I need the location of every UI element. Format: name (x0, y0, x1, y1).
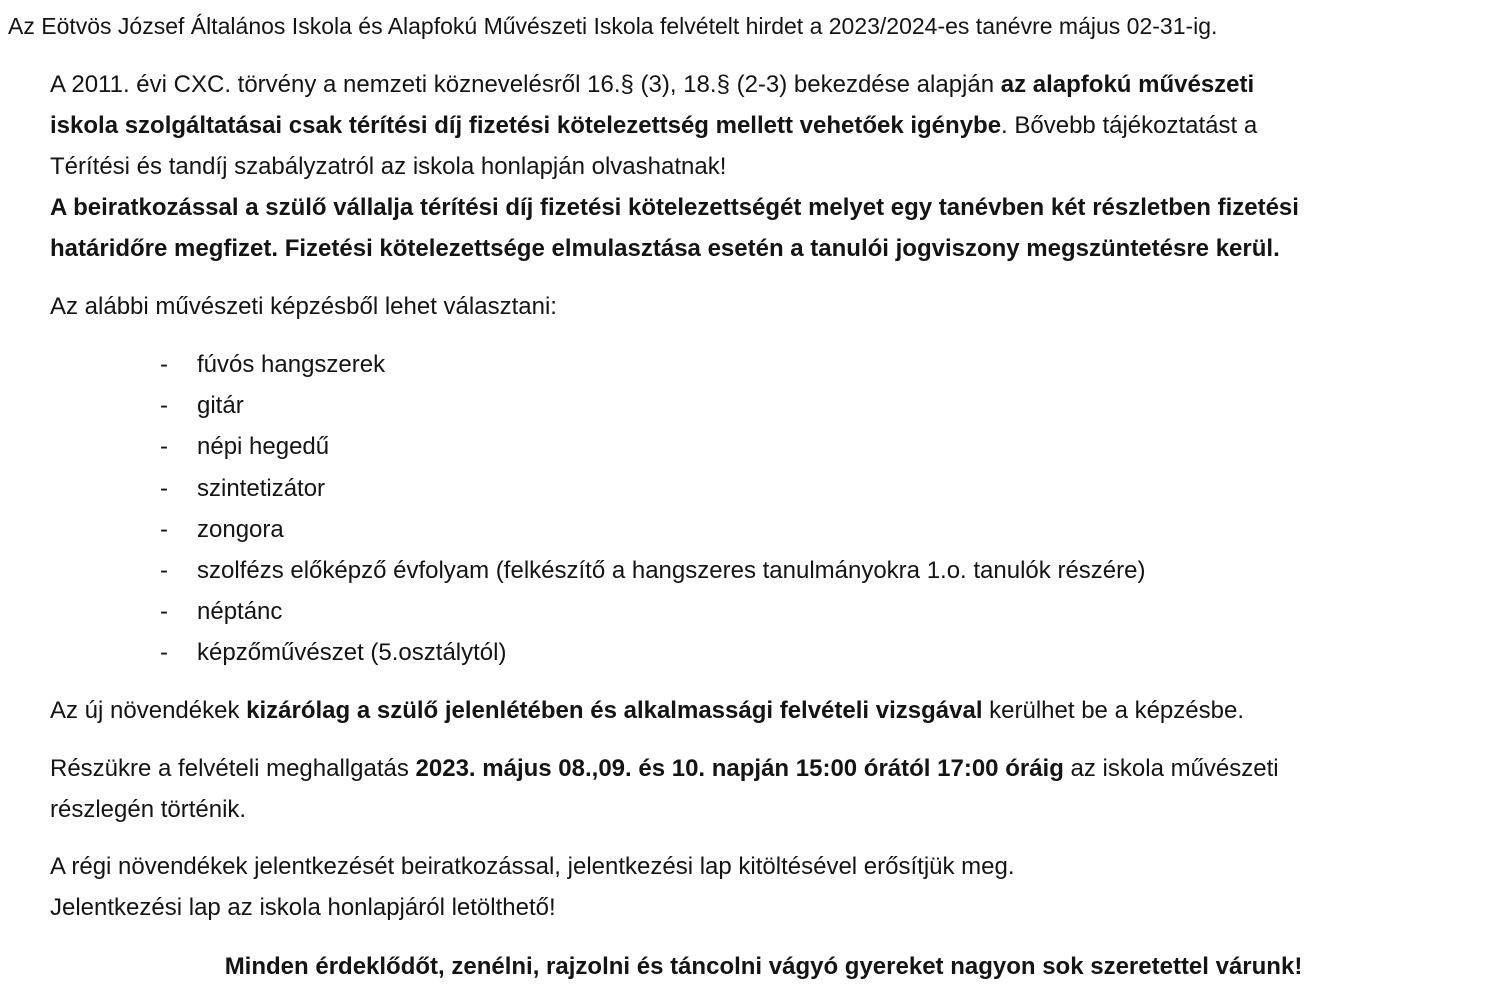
course-list (50, 344, 1350, 674)
law-text-1: A 2011. évi CXC. törvény a nemzeti köznevelésről 16.§ (3), 18.§ (2-3) bekezdése alapján (50, 71, 1001, 98)
new-students-text-1: Az új növendékek (50, 697, 247, 724)
list-bullet: - (160, 515, 168, 543)
course-name: zongora (197, 515, 284, 543)
course-name: szolfézs előképző évfolyam (felkészítő a hangszeres tanulmányokra 1.o. tanulók részére) (197, 556, 1146, 584)
exam-text-1: Részükre a felvételi meghallgatás (50, 755, 416, 782)
list-item (50, 344, 1350, 385)
law-bold-1a: az alapfokú művészeti (1000, 71, 1255, 98)
law-line-1 (50, 64, 1470, 105)
course-name: gitár (197, 392, 244, 420)
course-name: szintetizátor (197, 474, 326, 502)
law-bold-line-4: A beiratkozással a szülő vállalja térítési díj fizetési kötelezettségét melyet egy tanévben két részletben fizetési (50, 194, 1299, 221)
exam-date-bold: 2023. május 08.,09. és 10. napján 15:00 órától 17:00 óráig (415, 755, 1064, 782)
exam-text-2: az iskola művészeti (1063, 755, 1279, 782)
courses-intro: Az alábbi művészeti képzésből lehet választani: (50, 293, 557, 320)
closing-message: Minden érdeklődőt, zenélni, rajzolni és táncolni vágyó gyereket nagyon sok szeretettel várunk! (224, 953, 1303, 980)
page-title: Az Eötvös József Általános Iskola és Alapfokú Művészeti Iskola felvételt hirdet a 2023/2024-es tanévre május 02-31-ig. (8, 13, 1218, 39)
new-students-line (50, 690, 1470, 731)
list-bullet: - (160, 598, 168, 626)
exam-line-1 (50, 748, 1470, 789)
list-bullet: - (160, 392, 168, 420)
list-bullet: - (160, 639, 168, 667)
list-bullet: - (160, 433, 168, 461)
list-bullet: - (160, 351, 168, 378)
course-name: népi hegedű (197, 433, 330, 461)
law-bold-line-5: határidőre megfizet. Fizetési kötelezettsége elmulasztása esetén a tanulói jogviszony megszüntetésre kerül. (50, 235, 1280, 262)
course-name: fúvós hangszerek (197, 351, 386, 378)
course-name: néptánc (197, 598, 283, 626)
list-item (50, 632, 1350, 673)
law-paragraph (50, 64, 1470, 269)
returning-line-1: A régi növendékek jelentkezését beiratkozással, jelentkezési lap kitöltésével erősítjük meg. (50, 853, 1015, 880)
list-item (50, 385, 1350, 426)
list-bullet: - (160, 556, 168, 584)
list-bullet: - (160, 474, 168, 502)
list-item (50, 468, 1350, 509)
law-bold-1b: iskola szolgáltatásai csak térítési díj fizetési kötelezettség mellett vehetőek igénybe (50, 112, 1002, 139)
list-item (50, 591, 1350, 632)
law-line-2 (50, 105, 1470, 146)
law-line-3: Térítési és tandíj szabályzatról az iskola honlapján olvashatnak! (50, 153, 727, 180)
law-text-2: . Bővebb tájékoztatást a (1001, 112, 1258, 139)
returning-line-2: Jelentkezési lap az iskola honlapjáról letölthető! (50, 894, 556, 921)
course-name: képzőművészet (5.osztálytól) (197, 639, 507, 667)
list-item (50, 550, 1350, 591)
new-students-paragraph (50, 690, 1470, 731)
list-item (50, 509, 1350, 550)
exam-line-2: részlegén történik. (50, 796, 247, 823)
returning-students-paragraph (50, 846, 1470, 928)
new-students-text-2: kerülhet be a képzésbe. (982, 697, 1244, 724)
exam-paragraph (50, 748, 1470, 830)
new-students-bold: kizárólag a szülő jelenlétében és alkalmassági felvételi vizsgával (246, 697, 983, 724)
list-item (50, 426, 1350, 467)
